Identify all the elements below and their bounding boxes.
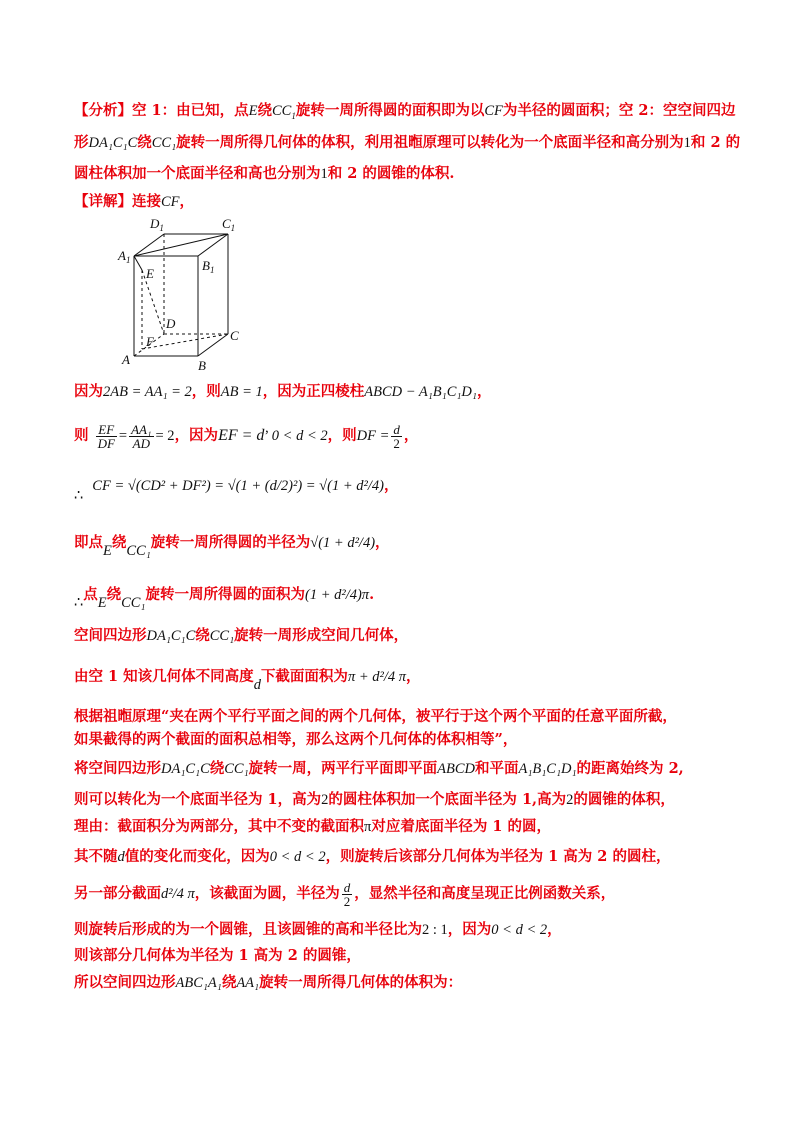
math-quad: ABC₁A₁	[175, 975, 222, 991]
math-pi: π	[364, 819, 372, 835]
math-quad: DA₁C₁C	[161, 761, 210, 777]
text: 绕	[111, 534, 127, 551]
math-quad: DA₁C₁C	[88, 135, 138, 151]
math-d: d	[117, 849, 125, 865]
text: ，	[403, 427, 419, 444]
text: 对应着底面半径为 1 的圆，	[371, 818, 552, 835]
math-cc1-text: CC	[272, 103, 292, 119]
text: 因为	[74, 383, 103, 400]
solution-line-1	[74, 381, 491, 403]
text: ，	[476, 383, 492, 400]
math-cf: CF	[161, 194, 180, 210]
math-cc1: CC₁	[126, 543, 151, 559]
label-C1: $C_1$	[222, 216, 236, 233]
text: 由空 1 知该几何体不同高度	[74, 668, 254, 685]
math-E: E	[248, 103, 258, 119]
text: 另一部分截面	[74, 885, 161, 902]
math-df: DF =	[356, 428, 390, 444]
solution-line-12	[74, 877, 615, 911]
label-B: B	[198, 358, 206, 373]
text: 的距离始终为 2,	[576, 760, 684, 777]
text: 下截面面积为	[260, 668, 348, 685]
text: 和平面	[475, 760, 519, 777]
frac-d-2	[391, 423, 402, 450]
solution-line-8	[74, 758, 684, 780]
text: ，因为正四棱柱	[262, 383, 365, 400]
math-range: 0 < d < 2	[491, 922, 548, 938]
label-A1: $A_1$	[118, 248, 131, 265]
prism-diagram	[116, 214, 244, 374]
math-section: d²/4 π	[161, 886, 195, 902]
prism-figure	[116, 214, 244, 374]
solution-line-11	[74, 846, 670, 868]
math-efd: EF = d	[218, 427, 265, 444]
text: ，	[375, 534, 390, 551]
text: ，	[547, 921, 562, 938]
text: 为半径的圆面积；空 2：空空间四边	[502, 102, 736, 119]
text: ，则	[191, 383, 221, 400]
text: 形	[74, 134, 89, 151]
solution-line-3	[74, 467, 398, 505]
math-ratio: 2 : 1	[422, 922, 448, 938]
math-d: d	[253, 677, 261, 693]
text: 理由：截面积分为两部分，其中不变的截面积	[74, 818, 364, 835]
text: 和 2 的圆锥的体积.	[327, 165, 455, 182]
text: ，显然半径和高度呈现正比例函数关系，	[354, 885, 616, 902]
text: 绕	[195, 627, 210, 644]
solution-line-7	[74, 662, 421, 692]
frac-num: EF	[96, 423, 117, 437]
text: ，	[406, 668, 421, 685]
text: 旋转一周所得几何体的体积，利用祖暅原理可以转化为一个底面半径和高分别为	[176, 134, 684, 151]
text: 值的变化而变化，因为	[124, 848, 270, 865]
math-area: (1 + d²/4)π	[304, 587, 370, 603]
label-A: A	[122, 352, 130, 367]
label-D: D	[166, 316, 176, 331]
text: ，因为	[174, 427, 219, 444]
solution-line-10	[74, 816, 551, 838]
text: 旋转一周形成空间几何体，	[234, 627, 409, 644]
text: ，该截面为圆，半径为	[194, 885, 340, 902]
text: 【详解】连接	[74, 193, 161, 210]
math-eq: 2AB = AA₁ = 2	[103, 384, 192, 400]
detail-line	[74, 191, 194, 213]
math-prism: ABCD − A₁B₁C₁D₁	[364, 384, 477, 400]
label-E: E	[146, 266, 154, 281]
frac-num: AA₁	[131, 421, 152, 437]
analysis-line-2	[74, 132, 740, 154]
text: 绕	[257, 102, 272, 119]
frac-den: 2	[393, 435, 400, 451]
text: 绕	[209, 760, 225, 777]
solution-line-5	[74, 580, 374, 610]
principle-line-2: 如果截得的两个截面的面积总相等，那么这两个几何体的体积相等”，	[74, 731, 518, 748]
text: 旋转一周所得圆的半径为	[150, 534, 311, 551]
solution-line-14: 则该部分几何体为半径为 1 高为 2 的圆锥，	[74, 947, 361, 964]
text: 则	[74, 427, 89, 444]
math-two: 2	[321, 792, 329, 808]
solution-line-2: 则 $\frac{EF}{DF}$ = $\frac{\text{AA₁}}{AD}$ = 2，因为EF = d’ 0 < d < 2，则DF = $\frac{d}{2}$ ，	[74, 421, 419, 451]
text: ，因为	[447, 921, 492, 938]
text: 其不随	[74, 848, 118, 865]
therefore-symbol: ∴	[74, 595, 84, 611]
math-section-area: π + d²/4 π	[347, 669, 407, 685]
text: 旋转一周所得圆的面积即为以	[295, 102, 485, 119]
frac-den: 2	[343, 893, 351, 909]
therefore-symbol: ∴	[74, 488, 84, 504]
solution-line-4	[74, 528, 390, 558]
analysis-line-3	[74, 163, 454, 185]
math-cc1: CC₁	[224, 761, 249, 777]
text: 即点	[74, 534, 103, 551]
text: .	[369, 586, 375, 603]
text: 点	[83, 586, 98, 603]
text: 所以空间四边形	[74, 974, 176, 991]
label-D1: $D_1$	[150, 216, 164, 233]
text: 和 2 的	[690, 134, 741, 151]
text: ，则旋转后该部分几何体为半径为 1 高为 2 的圆柱，	[325, 848, 671, 865]
math-ab: AB = 1	[220, 384, 263, 400]
text: 将空间四边形	[74, 760, 161, 777]
text: 旋转一周，两平行平面即平面	[248, 760, 438, 777]
math-plane-2: A₁B₁C₁D₁	[518, 761, 577, 777]
text: 【分析】空 1：由已知，点	[74, 102, 249, 119]
solution-line-15	[74, 972, 462, 994]
frac-d-2	[342, 881, 353, 908]
math-E: E	[103, 543, 112, 559]
text: 旋转一周所得几何体的体积为：	[259, 974, 463, 991]
math-cf-expr: CF = √(CD² + DF²) = √(1 + (d/2)²) = √(1 + d²/4)	[92, 478, 384, 494]
text: 则可以转化为一个底面半径为 1，高为	[74, 791, 322, 808]
frac-aa1-ad	[129, 423, 153, 450]
text: 旋转一周所得圆的面积为	[145, 586, 305, 603]
math-one: 1	[320, 166, 328, 182]
text: 绕	[221, 974, 237, 991]
label-C: C	[230, 328, 239, 343]
math-cc1: $CC_1$	[272, 103, 296, 121]
text: ，	[179, 193, 195, 210]
frac-ef-df	[96, 423, 117, 450]
math-range: 0 < d < 2	[269, 849, 326, 865]
math-two: 2	[566, 792, 574, 808]
frac-num: d	[343, 879, 351, 895]
solution-line-9	[74, 789, 675, 811]
label-F: F	[146, 334, 154, 349]
math-radius: √(1 + d²/4)	[310, 535, 376, 551]
text: ，	[383, 477, 399, 494]
label-B1: $B_1$	[202, 258, 215, 275]
math-plane-1: ABCD	[437, 761, 476, 777]
math-one: 1	[683, 135, 691, 151]
principle-line-1: 根据祖暅原理“夹在两个平行平面之间的两个几何体，被平行于这个两个平面的任意平面所截，	[74, 708, 677, 725]
math-cc1: CC₁	[151, 135, 177, 151]
analysis-line-1	[74, 100, 736, 127]
text: 的圆柱体积加一个底面半径为 1,高为	[328, 791, 567, 808]
math-eq: = 2	[155, 428, 175, 444]
math-cc1: CC₁	[209, 628, 235, 644]
frac-den: DF	[97, 435, 115, 451]
math-E: E	[97, 595, 107, 611]
math-aa1: AA₁	[236, 975, 260, 991]
math-range: 0 < d < 2	[271, 428, 328, 444]
solution-line-6	[74, 625, 408, 647]
frac-den: AD	[132, 435, 150, 451]
math-cc1: CC₁	[121, 595, 146, 611]
text: 绕	[137, 134, 152, 151]
text: 则旋转后形成的为一个圆锥，且该圆锥的高和半径比为	[74, 921, 422, 938]
text: 空间四边形	[74, 627, 147, 644]
frac-num: d	[393, 421, 400, 437]
math-cf: CF	[484, 103, 503, 119]
text: 绕	[106, 586, 122, 603]
text: 的圆锥的体积，	[573, 791, 675, 808]
solution-line-13	[74, 919, 562, 941]
text: 圆柱体积加一个底面半径和高也分别为	[74, 165, 321, 182]
text: ，则	[327, 427, 357, 444]
math-quad: DA₁C₁C	[146, 628, 196, 644]
